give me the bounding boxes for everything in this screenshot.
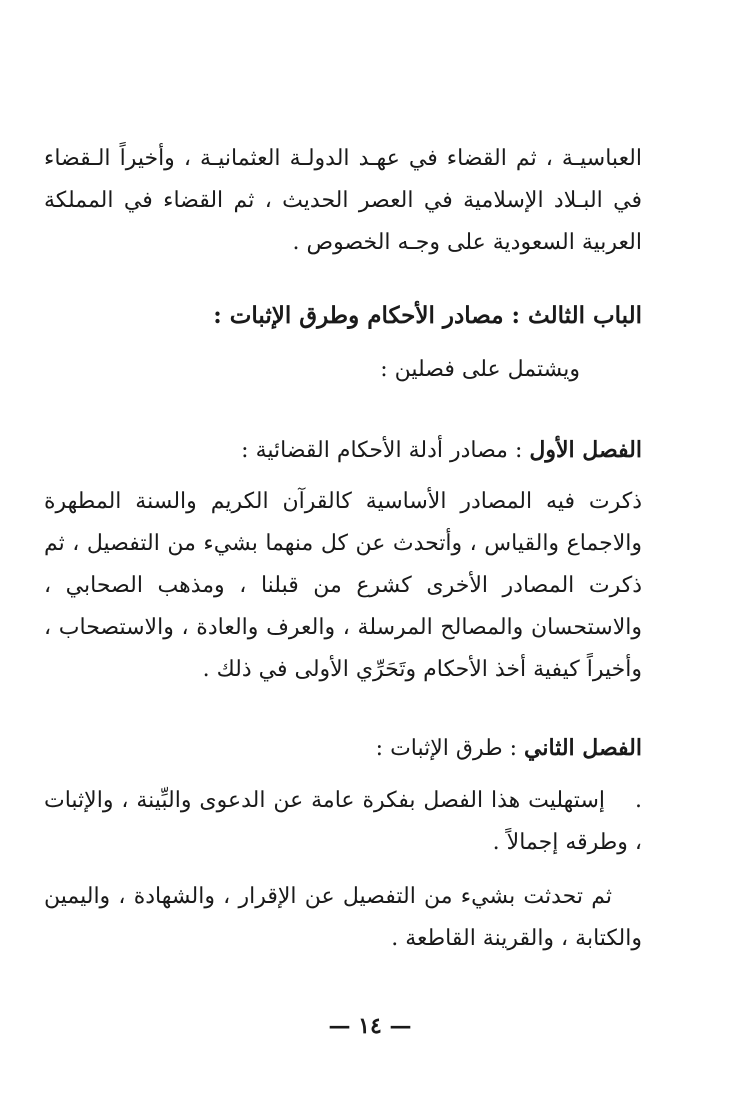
section-two-body-second bbox=[44, 876, 642, 960]
chapter-three-subject: مصادر الأحكام وطرق الإثبات : bbox=[213, 302, 504, 329]
section-two-body-first bbox=[44, 780, 642, 864]
section-one-text: ذكرت فيه المصادر الأساسية كالقرآن الكريم والسنة المطهرة والاجماع والقياس ، وأتحدث عن كل منهما بشيء من التفصيل ، ثم ذكرت المصادر الأخرى كشرع من قبلنا ، ومذهب الصحابي ، والاستحسان والمصالح المرسلة ، والعرف والعادة ، والاستصحاب ، وأخيراً كيفية أخذ الأحكام وتَحَرِّي الأولى في ذلك . bbox=[44, 489, 642, 682]
section-one-label: الفصل الأول bbox=[529, 437, 642, 463]
section-two-label: الفصل الثاني bbox=[524, 735, 642, 761]
intro-text: العباسيـة ، ثم القضاء في عهـد الدولـة العثمانيـة ، وأخيراً الـقضاء في البـلاد الإسلامية في العصر الحديث ، ثم القضاء في المملكة العربية السعودية على وجـه الخصوص . bbox=[44, 146, 643, 255]
section-one-separator: : bbox=[507, 438, 530, 463]
chapter-three-contains: ويشتمل على فصلين : bbox=[380, 357, 580, 382]
section-one-heading bbox=[241, 430, 642, 471]
page-number: — ١٤ — bbox=[328, 1013, 412, 1039]
section-two-heading bbox=[376, 728, 642, 769]
chapter-three-separator: : bbox=[503, 302, 529, 329]
intro-paragraph bbox=[44, 138, 642, 264]
chapter-three-title: الباب الثالث bbox=[528, 302, 642, 329]
section-two-text-second: ثم تحدثت بشيء من التفصيل عن الإقرار ، والشهادة ، واليمين والكتابة ، والقرينة القاطعة . bbox=[44, 884, 642, 951]
section-two-title: طرق الإثبات : bbox=[375, 736, 503, 761]
section-one-body bbox=[44, 481, 642, 691]
section-two-separator: : bbox=[502, 736, 525, 761]
section-two-lead-mark: . bbox=[635, 788, 642, 813]
section-two-text-first: إستهليت هذا الفصل بفكرة عامة عن الدعوى والبِّينة ، والإثبات ، وطرقه إجمالاً . bbox=[44, 788, 642, 855]
section-one-title: مصادر أدلة الأحكام القضائية : bbox=[241, 438, 508, 463]
chapter-three-heading bbox=[82, 296, 642, 336]
